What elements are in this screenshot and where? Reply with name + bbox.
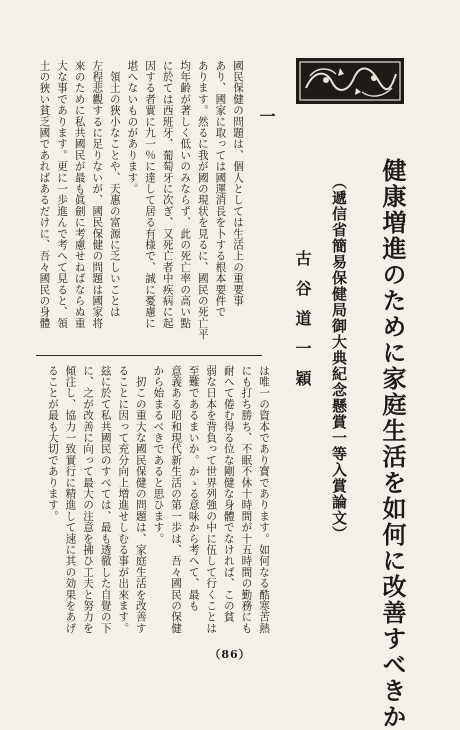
author-name: 古谷道一穎 xyxy=(293,250,312,400)
article-title: 健康増進のために家庭生活を如何に改善すべきか xyxy=(378,158,407,730)
ornamental-dragon-cartouche-icon xyxy=(296,58,404,104)
lower-body-text: は唯一の資本であり寶であります。如何なる酷寒苦熱 にも打ち勝ち、不眠不休十時間が十五時間の勤務にも 耐へて倦む得る位な剛健な身體でなければ、この貧 弱な日本を背負って世界列強の中に伍して行くことは 至難であるまいか。かゝる意味から考へて、最も 意義ある昭和現代新生活の第一歩は、吾々國民の保健 から始まるべきであると思ひます。 扨この重大な國民保健の問題は、家庭生活を改善す ることに因って充分向上増進せしむる事が出來ます。 玆に於て私共國民のすべては、最も透徹した自覺の下 に、之が改善に向って最大の注意を拂ひ工夫と努力を 傾注し、協力一致實行に精進して速に其の効果をあげ ることが最も大切であります。 xyxy=(46,365,270,634)
section-divider xyxy=(36,355,262,356)
page-number: （86） xyxy=(209,648,251,661)
section-number: 一 xyxy=(257,108,276,124)
article-subtitle: （遞信省簡易保健局御大典紀念懸賞一等入賞論文） xyxy=(330,174,348,542)
upper-body-text: 國民保健の問題は、個人としては生活上の重要事 あり、國家に取っては國運消長を卜する根本要件で あります。然るに我が國の現状を見るに、國民の死亡平 均年齢が著しく低いのみならず、此の死亡率の高い點 に於ては西班牙、葡萄牙に次ぎ、又死亡者中疾病に起 因する者實に九一％に達して居る有様で、誠に憂慮に 堪へないものがあります。 領土の狹小なことや、天惠の富源に乏しいことは 左程悲觀するに足りないが、國民保健の問題は國家将 來のために私共國民が最も眞劍に考慮せねばならぬ重 大な事であります。更に一歩進んで考へて見ると、領 土の狹い貧乏國であればあるだけに、吾々國民の身體 xyxy=(38,60,244,340)
